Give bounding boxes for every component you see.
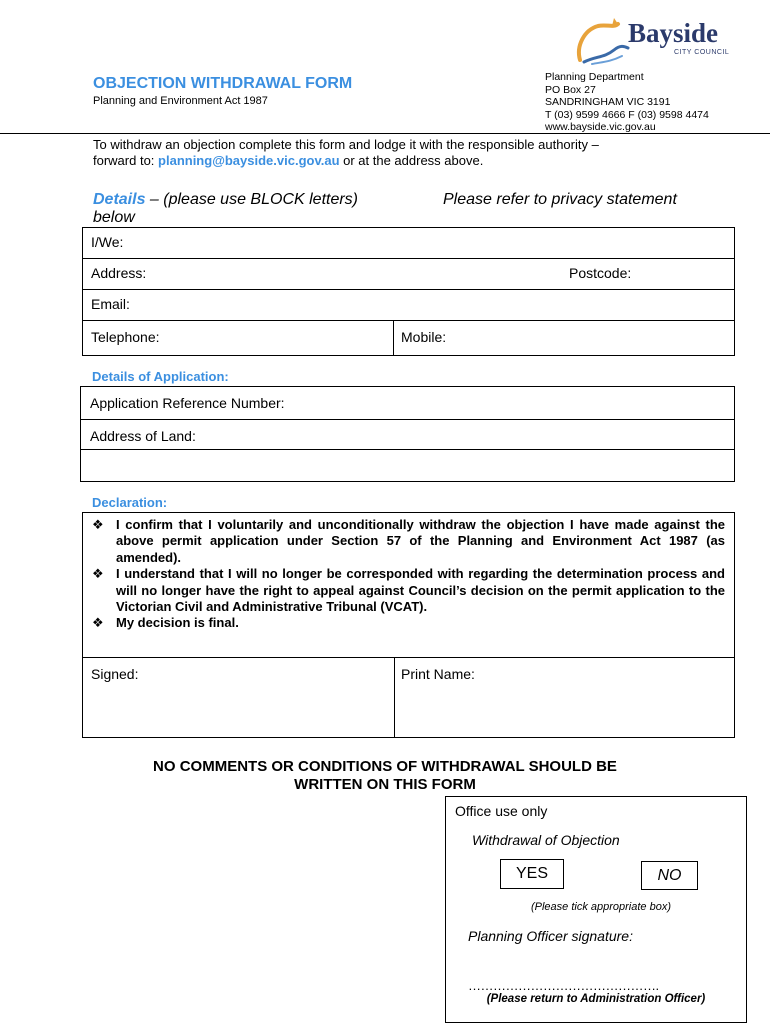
details-heading-rest: – (please use BLOCK letters): [145, 191, 359, 208]
postcode-label: Postcode:: [569, 265, 632, 281]
address-row[interactable]: [83, 259, 734, 290]
mobile-label: Mobile:: [401, 329, 447, 345]
iwe-row[interactable]: [83, 228, 734, 259]
diamond-bullet-icon: ❖: [92, 517, 104, 532]
signature-divider: [394, 658, 395, 737]
address-line: SANDRINGHAM VIC 3191: [545, 96, 671, 108]
email-link[interactable]: planning@bayside.vic.gov.au: [158, 153, 340, 168]
reference-row[interactable]: [81, 387, 734, 420]
details-heading: [93, 191, 733, 227]
declaration-item: [92, 517, 725, 566]
application-heading: Details of Application:: [92, 369, 229, 384]
privacy-note: Please refer to privacy statement: [443, 191, 677, 208]
address-line: T (03) 9599 4666 F (03) 9598 4474: [545, 108, 709, 121]
declaration-item: [92, 615, 725, 631]
print-name-label: Print Name:: [401, 666, 475, 682]
declaration-heading: Declaration:: [92, 495, 168, 510]
signed-field[interactable]: [83, 658, 394, 737]
intro-line-1: To withdraw an objection complete this form and lodge it with the responsible authority –: [93, 137, 599, 152]
return-instruction: (Please return to Administration Officer): [486, 993, 706, 1005]
declaration-text: I understand that I will no longer be corresponded with regarding the determination process and will no longer have the right to appeal against Council’s decision on the permit application to the Victorian Civil and Administrative Tribunal (VCAT).: [116, 566, 725, 615]
details-box: [82, 227, 735, 356]
email-row[interactable]: [83, 290, 734, 321]
signature-line[interactable]: ……………………………………….: [468, 978, 659, 993]
details-heading-bold: Details: [93, 191, 146, 208]
office-title: Office use only: [455, 803, 548, 819]
land-label: Address of Land:: [90, 428, 196, 444]
reference-label: Application Reference Number:: [90, 395, 285, 411]
yes-box[interactable]: YES: [500, 859, 564, 889]
website-link[interactable]: www.bayside.vic.gov.au: [545, 121, 656, 133]
office-use-box: [445, 796, 747, 1023]
telephone-label: Telephone:: [91, 329, 160, 345]
email-label: Email:: [91, 296, 130, 312]
declaration-text: My decision is final.: [116, 615, 239, 631]
declaration-text: I confirm that I voluntarily and unconditionally withdraw the objection I have made against the above permit application under Section 57 of the Planning and Environment Act 1987 (as amended).: [116, 517, 725, 565]
application-box: [80, 386, 735, 482]
intro-line-2: [93, 153, 599, 169]
privacy-note-cont: below: [93, 209, 135, 226]
declaration-list: [83, 513, 734, 657]
address-line: Planning Department: [545, 71, 644, 83]
bayside-logo-emblem-icon: [574, 16, 634, 68]
no-box[interactable]: NO: [641, 861, 698, 890]
intro-text: [93, 137, 599, 169]
signed-label: Signed:: [91, 666, 139, 682]
bayside-logo: [574, 16, 744, 68]
withdrawal-label: Withdrawal of Objection: [472, 832, 620, 848]
form-title: OBJECTION WITHDRAWAL FORM: [93, 75, 353, 92]
officer-signature-label: Planning Officer signature:: [468, 928, 633, 944]
logo-tagline: CITY COUNCIL: [674, 49, 730, 56]
declaration-box: [82, 512, 735, 738]
diamond-bullet-icon: ❖: [92, 615, 104, 631]
intro-prefix: forward to:: [93, 153, 159, 168]
act-subtitle: Planning and Environment Act 1987: [93, 95, 268, 107]
intro-suffix: or at the address above.: [339, 153, 484, 168]
council-address: [545, 71, 709, 134]
address-line: PO Box 27: [545, 83, 596, 96]
tick-instruction: (Please tick appropriate box): [530, 901, 671, 913]
phone-divider: [393, 321, 394, 355]
notice-line-1: NO COMMENTS OR CONDITIONS OF WITHDRAWAL SHOULD BE: [153, 758, 617, 775]
land-row[interactable]: [81, 420, 734, 450]
phone-row: [83, 321, 734, 355]
iwe-label: I/We:: [91, 234, 124, 250]
land-row-extra[interactable]: [81, 450, 734, 481]
address-label: Address:: [91, 265, 147, 281]
signature-row: [83, 657, 734, 737]
withdrawal-notice: [80, 758, 690, 794]
notice-line-2: WRITTEN ON THIS FORM: [294, 776, 476, 793]
logo-wordmark: Bayside: [628, 18, 719, 48]
header-divider: [0, 133, 770, 134]
declaration-item: [92, 566, 725, 615]
diamond-bullet-icon: ❖: [92, 566, 104, 582]
